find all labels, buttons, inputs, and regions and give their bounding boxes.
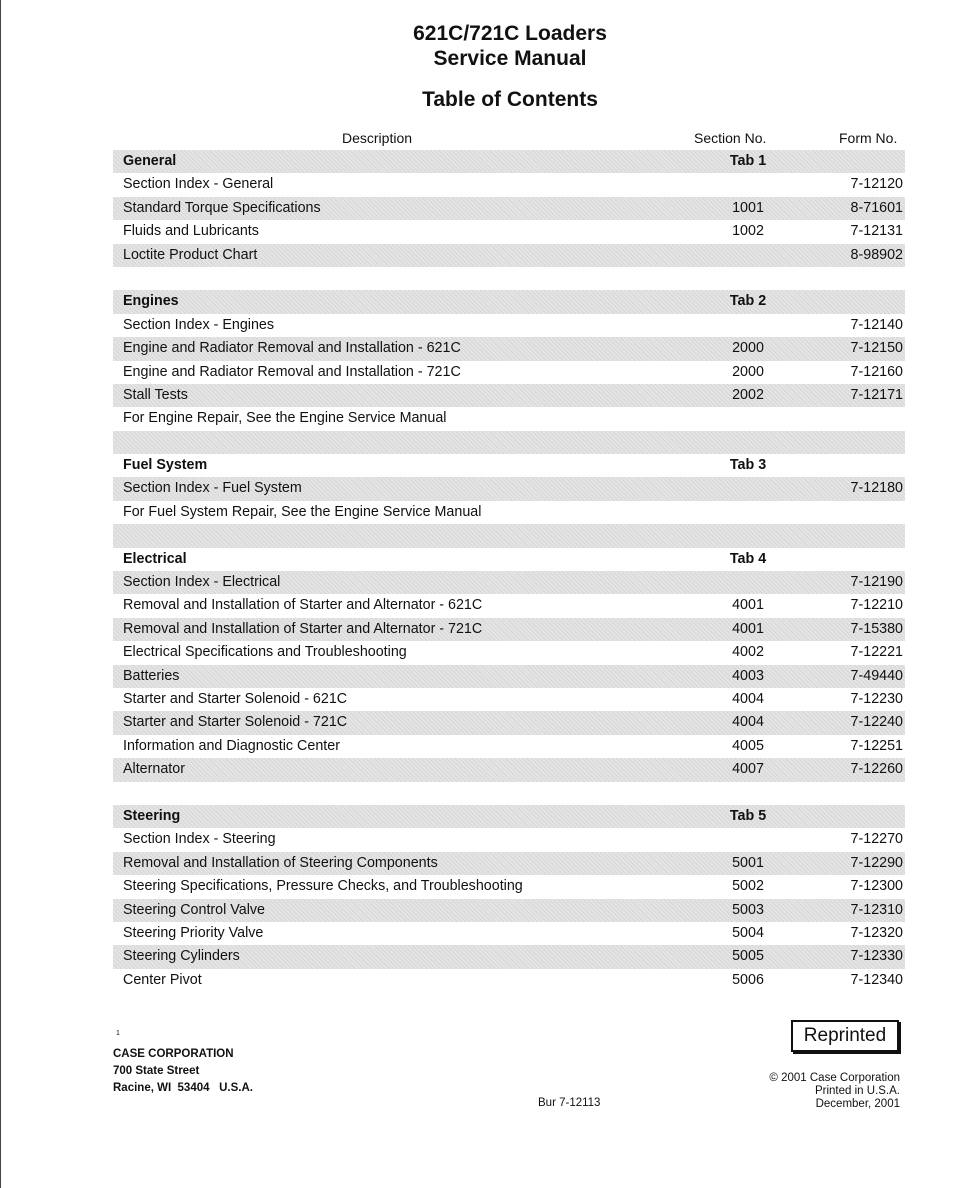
- toc-description: Section Index - Steering: [123, 831, 276, 848]
- toc-description: Steering Control Valve: [123, 901, 265, 918]
- toc-form-number: 7-12251: [850, 737, 903, 754]
- company-name: CASE CORPORATION: [113, 1048, 234, 1060]
- toc-section-number: Tab 1: [729, 153, 767, 169]
- toc-section-number: 4005: [732, 737, 764, 754]
- toc-form-number: 7-12221: [850, 644, 903, 661]
- toc-description: Fluids and Lubricants: [123, 223, 259, 240]
- toc-description: General: [123, 153, 177, 169]
- toc-form-number: 7-12340: [850, 971, 903, 988]
- toc-form-number: 7-12230: [850, 690, 903, 707]
- toc-row: [113, 477, 905, 500]
- toc-section-number: Tab 2: [729, 293, 767, 310]
- toc-form-number: 7-49440: [850, 667, 903, 684]
- toc-section-number: 4001: [732, 620, 764, 637]
- toc-section-number: 4003: [732, 667, 764, 684]
- toc-form-number: 7-12260: [850, 761, 903, 778]
- toc-description: Steering Priority Valve: [123, 924, 264, 941]
- copyright-text: © 2001 Case Corporation: [769, 1072, 900, 1084]
- toc-form-number: 7-12320: [850, 924, 903, 941]
- toc-description: Electrical: [123, 550, 187, 567]
- print-date: December, 2001: [815, 1098, 900, 1110]
- toc-section-number: 5006: [732, 971, 764, 988]
- toc-row: [113, 501, 905, 524]
- toc-section-number: 4007: [732, 761, 764, 778]
- toc-form-number: 7-12150: [850, 340, 903, 357]
- toc-spacer-row: [113, 524, 905, 547]
- toc-description: Center Pivot: [123, 971, 202, 988]
- document-title: 621C/721C Loaders: [413, 22, 607, 45]
- toc-form-number: 8-98902: [850, 246, 903, 263]
- toc-section-number: 5002: [732, 878, 764, 895]
- copyright-block: [769, 1072, 900, 1111]
- toc-section-number: Tab 5: [729, 807, 767, 824]
- toc-description: Electrical Specifications and Troubleshooting: [123, 644, 407, 661]
- toc-section-number: 4002: [732, 644, 764, 661]
- toc-section-header: [113, 454, 905, 477]
- column-header-description: Description: [342, 130, 413, 146]
- toc-section-number: 5001: [732, 854, 764, 871]
- company-address: [113, 1046, 253, 1097]
- toc-table: [113, 150, 905, 992]
- toc-section-number: Tab 3: [729, 457, 767, 474]
- toc-description: Removal and Installation of Steering Components: [123, 854, 438, 871]
- toc-row: [113, 173, 905, 196]
- toc-description: Stall Tests: [123, 386, 188, 403]
- toc-description: Removal and Installation of Starter and Alternator - 621C: [123, 597, 483, 614]
- toc-row: [113, 828, 905, 851]
- page-edge: [0, 0, 1, 1188]
- toc-description: Batteries: [123, 667, 180, 684]
- toc-section-number: 2002: [732, 386, 764, 403]
- toc-form-number: 7-12310: [850, 901, 903, 918]
- bur-number: Bur 7-12113: [538, 1097, 601, 1109]
- toc-form-number: 7-12300: [850, 878, 903, 895]
- toc-form-number: 7-12330: [850, 948, 903, 965]
- printed-in: Printed in U.S.A.: [814, 1085, 900, 1097]
- toc-description: Information and Diagnostic Center: [123, 737, 340, 754]
- toc-row: [113, 641, 905, 664]
- toc-row: [113, 735, 905, 758]
- toc-row: [113, 852, 905, 875]
- toc-row: [113, 618, 905, 641]
- toc-description: Engines: [123, 293, 179, 310]
- toc-description: Standard Torque Specifications: [123, 199, 321, 216]
- toc-description: Engine and Radiator Removal and Installation - 721C: [123, 363, 461, 380]
- toc-description: Steering Specifications, Pressure Checks, and Troubleshooting: [123, 878, 523, 895]
- toc-spacer-row: [113, 431, 905, 454]
- toc-description: Steering: [123, 807, 181, 824]
- column-header-form: Form No.: [839, 130, 898, 146]
- toc-section-number: 5003: [732, 901, 764, 918]
- toc-description: Alternator: [123, 761, 185, 778]
- toc-form-number: 7-12210: [850, 597, 903, 614]
- toc-description: Fuel System: [123, 457, 208, 474]
- toc-row: [113, 197, 905, 220]
- toc-section-number: 4004: [732, 714, 764, 731]
- toc-section-number: 4004: [732, 690, 764, 707]
- toc-form-number: 7-12290: [850, 854, 903, 871]
- column-header-section: Section No.: [694, 130, 767, 146]
- toc-section-number: Tab 4: [729, 550, 767, 567]
- toc-form-number: 7-12180: [850, 480, 903, 497]
- toc-row: [113, 711, 905, 734]
- company-city: Racine, WI 53404 U.S.A.: [113, 1082, 253, 1094]
- toc-row: [113, 220, 905, 243]
- toc-section-header: [113, 290, 905, 313]
- toc-row: [113, 407, 905, 430]
- toc-row: [113, 922, 905, 945]
- toc-section-number: 1001: [732, 199, 764, 216]
- toc-row: [113, 688, 905, 711]
- toc-form-number: 7-15380: [850, 620, 903, 637]
- toc-spacer-row: [113, 267, 905, 290]
- toc-description: Steering Cylinders: [123, 948, 240, 965]
- toc-description: Removal and Installation of Starter and Alternator - 721C: [123, 620, 483, 637]
- toc-section-number: 5004: [732, 924, 764, 941]
- toc-description: Loctite Product Chart: [123, 246, 258, 263]
- toc-row: [113, 571, 905, 594]
- toc-description: Starter and Starter Solenoid - 621C: [123, 690, 348, 707]
- toc-section-number: 4001: [732, 597, 764, 614]
- toc-form-number: 7-12160: [850, 363, 903, 380]
- toc-row: [113, 594, 905, 617]
- toc-heading: Table of Contents: [422, 88, 598, 111]
- document-subtitle: Service Manual: [433, 47, 587, 70]
- toc-description: For Fuel System Repair, See the Engine Service Manual: [123, 503, 482, 520]
- toc-description: Section Index - Engines: [123, 316, 275, 333]
- toc-description: Section Index - Fuel System: [123, 480, 302, 497]
- toc-row: [113, 945, 905, 968]
- toc-description: For Engine Repair, See the Engine Service Manual: [123, 410, 447, 427]
- toc-form-number: 8-71601: [850, 199, 903, 216]
- toc-form-number: 7-12131: [850, 223, 903, 240]
- toc-form-number: 7-12190: [850, 574, 903, 591]
- toc-form-number: 7-12240: [850, 714, 903, 731]
- toc-spacer-row: [113, 782, 905, 805]
- toc-row: [113, 244, 905, 267]
- toc-row: [113, 337, 905, 360]
- toc-section-number: 5005: [732, 948, 764, 965]
- toc-row: [113, 969, 905, 992]
- toc-section-number: 2000: [732, 363, 764, 380]
- toc-description: Section Index - Electrical: [123, 574, 281, 591]
- toc-form-number: 7-12270: [850, 831, 903, 848]
- footnote-mark: 1: [116, 1030, 120, 1037]
- toc-row: [113, 758, 905, 781]
- toc-description: Starter and Starter Solenoid - 721C: [123, 714, 348, 731]
- toc-form-number: 7-12140: [850, 316, 903, 333]
- toc-description: Engine and Radiator Removal and Installation - 621C: [123, 340, 461, 357]
- toc-section-number: 1002: [732, 223, 764, 240]
- toc-row: [113, 665, 905, 688]
- reprinted-stamp: Reprinted: [791, 1020, 899, 1052]
- company-street: 700 State Street: [113, 1065, 200, 1077]
- toc-section-number: 2000: [732, 340, 764, 357]
- toc-row: [113, 384, 905, 407]
- toc-description: Section Index - General: [123, 176, 274, 193]
- toc-section-header: [113, 150, 905, 173]
- toc-row: [113, 361, 905, 384]
- toc-row: [113, 875, 905, 898]
- toc-form-number: 7-12120: [850, 176, 903, 193]
- toc-row: [113, 899, 905, 922]
- toc-row: [113, 314, 905, 337]
- toc-section-header: [113, 548, 905, 571]
- toc-form-number: 7-12171: [850, 386, 903, 403]
- toc-section-header: [113, 805, 905, 828]
